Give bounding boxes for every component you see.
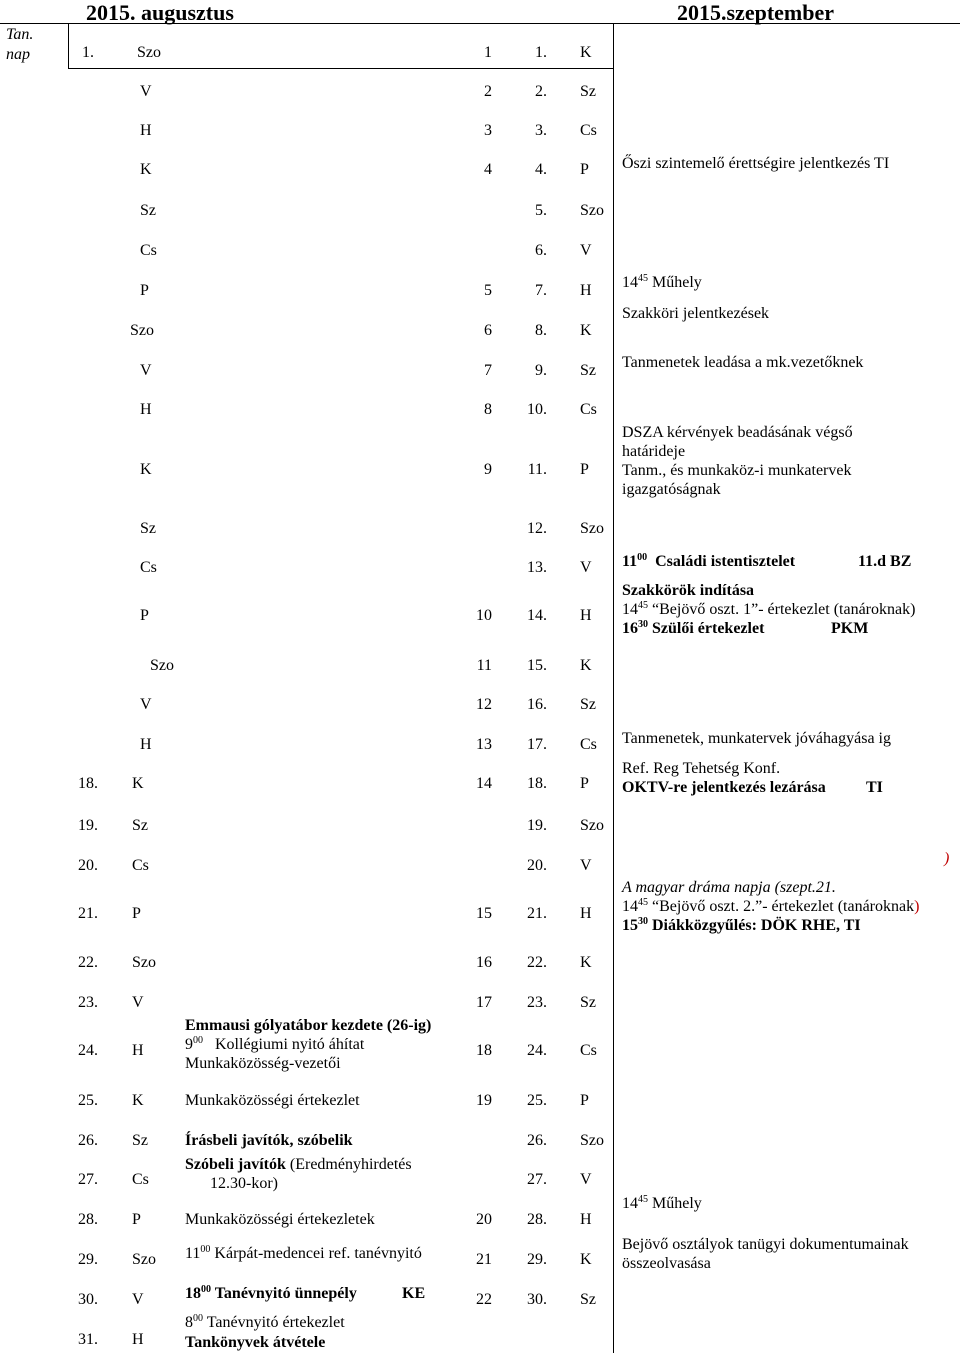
aug-dow: Cs (140, 242, 157, 259)
aug-dow: H (140, 736, 152, 753)
aug-dow: V (140, 696, 152, 713)
sep-tan: 5 (484, 282, 492, 299)
aug-day: 29. (78, 1251, 98, 1268)
sep-day: 4. (535, 161, 547, 178)
sep-day: 16. (527, 696, 547, 713)
sep-tan: 15 (476, 905, 492, 922)
sep-day: 29. (527, 1251, 547, 1268)
sep-day: 19. (527, 817, 547, 834)
sep-event-21-b: $14^{45}$ “Bejövő oszt. 2.”- értekezlet (tanároknak) (622, 897, 920, 915)
aug-dow: H (140, 122, 152, 139)
aug-event-24-b: $9^{00}$ Kollégiumi nyitó áhítat (185, 1035, 365, 1053)
sep-tan: 16 (476, 954, 492, 971)
sep-day: 27. (527, 1171, 547, 1188)
sep-dow: Sz (580, 362, 596, 379)
sep-day: 17. (527, 736, 547, 753)
sep-day: 1. (535, 44, 547, 61)
aug-event-31-a: $8^{00}$ Tanévnyitó értekezlet (185, 1313, 345, 1331)
sep-tan: 8 (484, 401, 492, 418)
sep-day: 21. (527, 905, 547, 922)
aug-day: 21. (78, 905, 98, 922)
sep-dow: Szo (580, 817, 604, 834)
aug-dow: Sz (132, 817, 148, 834)
aug-dow: K (132, 775, 144, 792)
aug-dow: V (140, 362, 152, 379)
sep-day: 25. (527, 1092, 547, 1109)
sep-event-11-a: DSZA kérvények beadásának végső (622, 424, 853, 441)
sep-tan: 3 (484, 122, 492, 139)
aug-event-30: $18^{00}$ Tanévnyitó ünnepély (185, 1284, 357, 1302)
sep-dow: Sz (580, 994, 596, 1011)
sep-dow: Szo (580, 520, 604, 537)
aug-dow: K (140, 461, 152, 478)
sep-dow: K (580, 322, 592, 339)
sep-dow: Cs (580, 122, 597, 139)
aug-day: 20. (78, 857, 98, 874)
sep-dow: K (580, 44, 592, 61)
aug-dow: Szo (137, 44, 161, 61)
sep-day: 3. (535, 122, 547, 139)
sep-tan: 13 (476, 736, 492, 753)
sep-tan: 2 (484, 83, 492, 100)
aug-dow: Szo (132, 1251, 156, 1268)
aug-day: 27. (78, 1171, 98, 1188)
aug-dow: P (140, 607, 149, 624)
aug-dow: V (140, 83, 152, 100)
sep-event-13: $11^{00}$ Családi istentisztelet (622, 552, 796, 570)
aug-event-24-a: Emmausi gólyatábor kezdete (26-ig) (185, 1017, 432, 1034)
sep-day: 5. (535, 202, 547, 219)
sep-event-col-rule (613, 23, 614, 1353)
aug-dow: Sz (140, 520, 156, 537)
sep-dow: P (580, 461, 589, 478)
aug-day: 18. (78, 775, 98, 792)
aug-day: 24. (78, 1042, 98, 1059)
sep-event-11-d: igazgatóságnak (622, 481, 721, 498)
sep-tan: 22 (476, 1291, 492, 1308)
sep-day: 15. (527, 657, 547, 674)
sep-tan: 4 (484, 161, 492, 178)
sep-event-8: Szakköri jelentkezések (622, 305, 770, 322)
sep-event-21-c: $15^{30}$ Diákközgyűlés: DÖK RHE, TI (622, 916, 861, 934)
sep-day: 23. (527, 994, 547, 1011)
aug-dow: P (132, 905, 141, 922)
aug-day: 1. (82, 44, 94, 61)
sep-day: 10. (527, 401, 547, 418)
sep-event-14-a: Szakkörök indítása (622, 582, 755, 599)
sep-dow: V (580, 1171, 592, 1188)
sep-day: 26. (527, 1132, 547, 1149)
sep-event-28: $14^{45}$ Műhely (622, 1194, 702, 1212)
sep-tan: 20 (476, 1211, 492, 1228)
aug-day: 19. (78, 817, 98, 834)
aug-dow: Cs (132, 1171, 149, 1188)
sep-dow: Sz (580, 1291, 596, 1308)
sep-day: 12. (527, 520, 547, 537)
sep-dow: V (580, 559, 592, 576)
sep-event-11-c: Tanm., és munkaköz-i munkatervek (622, 462, 852, 479)
sep-day: 18. (527, 775, 547, 792)
aug-dow: K (140, 161, 152, 178)
header-rule (0, 23, 960, 24)
sep-event-29-b: összeolvasása (622, 1255, 711, 1272)
sep-tan: 11 (476, 657, 492, 674)
sep-dow: K (580, 1251, 592, 1268)
sep-dow: Sz (580, 83, 596, 100)
aug-dow: Sz (140, 202, 156, 219)
header-tan-nap-1: Tan. (6, 26, 34, 43)
aug-event: Munkaközösségi értekezlet (185, 1092, 360, 1109)
sep-dow: H (580, 905, 592, 922)
aug-dow: Sz (132, 1132, 148, 1149)
sep-event-14-b: $14^{45}$ “Bejövő oszt. 1”- értekezlet (tanároknak) (622, 600, 916, 618)
aug-dow: K (132, 1092, 144, 1109)
row-rule (68, 68, 613, 69)
aug-dow: P (132, 1211, 141, 1228)
sep-dow: Szo (580, 1132, 604, 1149)
sep-tan: 10 (476, 607, 492, 624)
sep-tan: 14 (476, 775, 492, 792)
sep-day: 6. (535, 242, 547, 259)
sep-dow: P (580, 1092, 589, 1109)
sep-day: 22. (527, 954, 547, 971)
header-tan-nap-2: nap (6, 46, 30, 63)
sep-event-13-right: 11.d BZ (858, 553, 912, 570)
aug-dow: V (132, 1291, 144, 1308)
sep-event-14-c-right: PKM (831, 620, 869, 637)
sep-tan: 19 (476, 1092, 492, 1109)
tan-col-rule (68, 23, 69, 68)
aug-dow: H (132, 1042, 144, 1059)
sep-tan: 9 (484, 461, 492, 478)
aug-event-27-a: Szóbeli javítók (Eredményhirdetés (185, 1156, 412, 1173)
sep-event-29-a: Bejövő osztályok tanügyi dokumentumainak (622, 1236, 909, 1253)
sep-dow: K (580, 954, 592, 971)
aug-dow: Cs (140, 559, 157, 576)
sep-dow: Sz (580, 696, 596, 713)
aug-dow: Szo (130, 322, 154, 339)
sep-day: 30. (527, 1291, 547, 1308)
sep-event-9: Tanmenetek leadása a mk.vezetőknek (622, 354, 864, 371)
sep-day: 9. (535, 362, 547, 379)
sep-event-7: $14^{45}$ Műhely (622, 273, 702, 291)
sep-dow: K (580, 657, 592, 674)
sep-tan: 12 (476, 696, 492, 713)
aug-event-27-b: 12.30-kor) (210, 1175, 278, 1192)
sep-dow: H (580, 1211, 592, 1228)
sep-dow: H (580, 282, 592, 299)
sep-tan: 18 (476, 1042, 492, 1059)
aug-day: 26. (78, 1132, 98, 1149)
aug-event-29: $11^{00}$ Kárpát-medencei ref. tanévnyitó (185, 1244, 422, 1262)
sep-event-17: Tanmenetek, munkatervek jóváhagyása ig (622, 730, 891, 747)
aug-event: Írásbeli javítók, szóbelik (185, 1132, 353, 1149)
sep-dow: V (580, 857, 592, 874)
aug-dow: Szo (150, 657, 174, 674)
aug-day: 28. (78, 1211, 98, 1228)
sep-dow: Szo (580, 202, 604, 219)
sep-event-18-a: Ref. Reg Tehetség Konf. (622, 760, 781, 777)
sep-dow: H (580, 607, 592, 624)
sep-day: 7. (535, 282, 547, 299)
sep-tan: 7 (484, 362, 492, 379)
sep-day: 14. (527, 607, 547, 624)
sep-dow: P (580, 775, 589, 792)
sep-event-14-c: $16^{30}$ Szülői értekezlet (622, 619, 765, 637)
sep-event-4: Őszi szintemelő érettségire jelentkezés TI (622, 155, 890, 172)
aug-event-31-b: Tankönyvek átvétele (185, 1334, 326, 1351)
aug-day: 30. (78, 1291, 98, 1308)
sep-day: 8. (535, 322, 547, 339)
aug-dow: H (140, 401, 152, 418)
aug-day: 31. (78, 1331, 98, 1348)
aug-dow: Cs (132, 857, 149, 874)
sep-tan: 21 (476, 1251, 492, 1268)
aug-dow: H (132, 1331, 144, 1348)
aug-event-24-c: Munkaközösség-vezetői (185, 1055, 341, 1072)
sep-event-21-a: A magyar dráma napja (szept.21. (622, 879, 836, 896)
aug-day: 23. (78, 994, 98, 1011)
aug-dow: Szo (132, 954, 156, 971)
sep-event-11-b: határideje (622, 443, 686, 460)
header-month-aug: 2015. augusztus (86, 0, 234, 25)
sep-tan: 6 (484, 322, 492, 339)
sep-day: 24. (527, 1042, 547, 1059)
sep-day: 13. (527, 559, 547, 576)
header-month-sep: 2015.szeptember (677, 0, 835, 25)
sep-tan: 1 (484, 44, 492, 61)
aug-event: Munkaközösségi értekezletek (185, 1211, 375, 1228)
sep-day: 28. (527, 1211, 547, 1228)
sep-event-18-b-right: TI (866, 779, 883, 796)
sep-tan: 17 (476, 994, 492, 1011)
aug-dow: V (132, 994, 144, 1011)
sep-event-18-b: OKTV-re jelentkezés lezárása (622, 779, 826, 796)
sep-dow: Cs (580, 401, 597, 418)
sep-event-20-paren: ) (944, 850, 950, 867)
aug-event-30-right: KE (402, 1285, 426, 1302)
sep-day: 20. (527, 857, 547, 874)
sep-dow: P (580, 161, 589, 178)
sep-dow: Cs (580, 736, 597, 753)
sep-dow: V (580, 242, 592, 259)
aug-day: 22. (78, 954, 98, 971)
sep-dow: Cs (580, 1042, 597, 1059)
sep-day: 11. (527, 461, 547, 478)
sep-day: 2. (535, 83, 547, 100)
aug-day: 25. (78, 1092, 98, 1109)
aug-dow: P (140, 282, 149, 299)
